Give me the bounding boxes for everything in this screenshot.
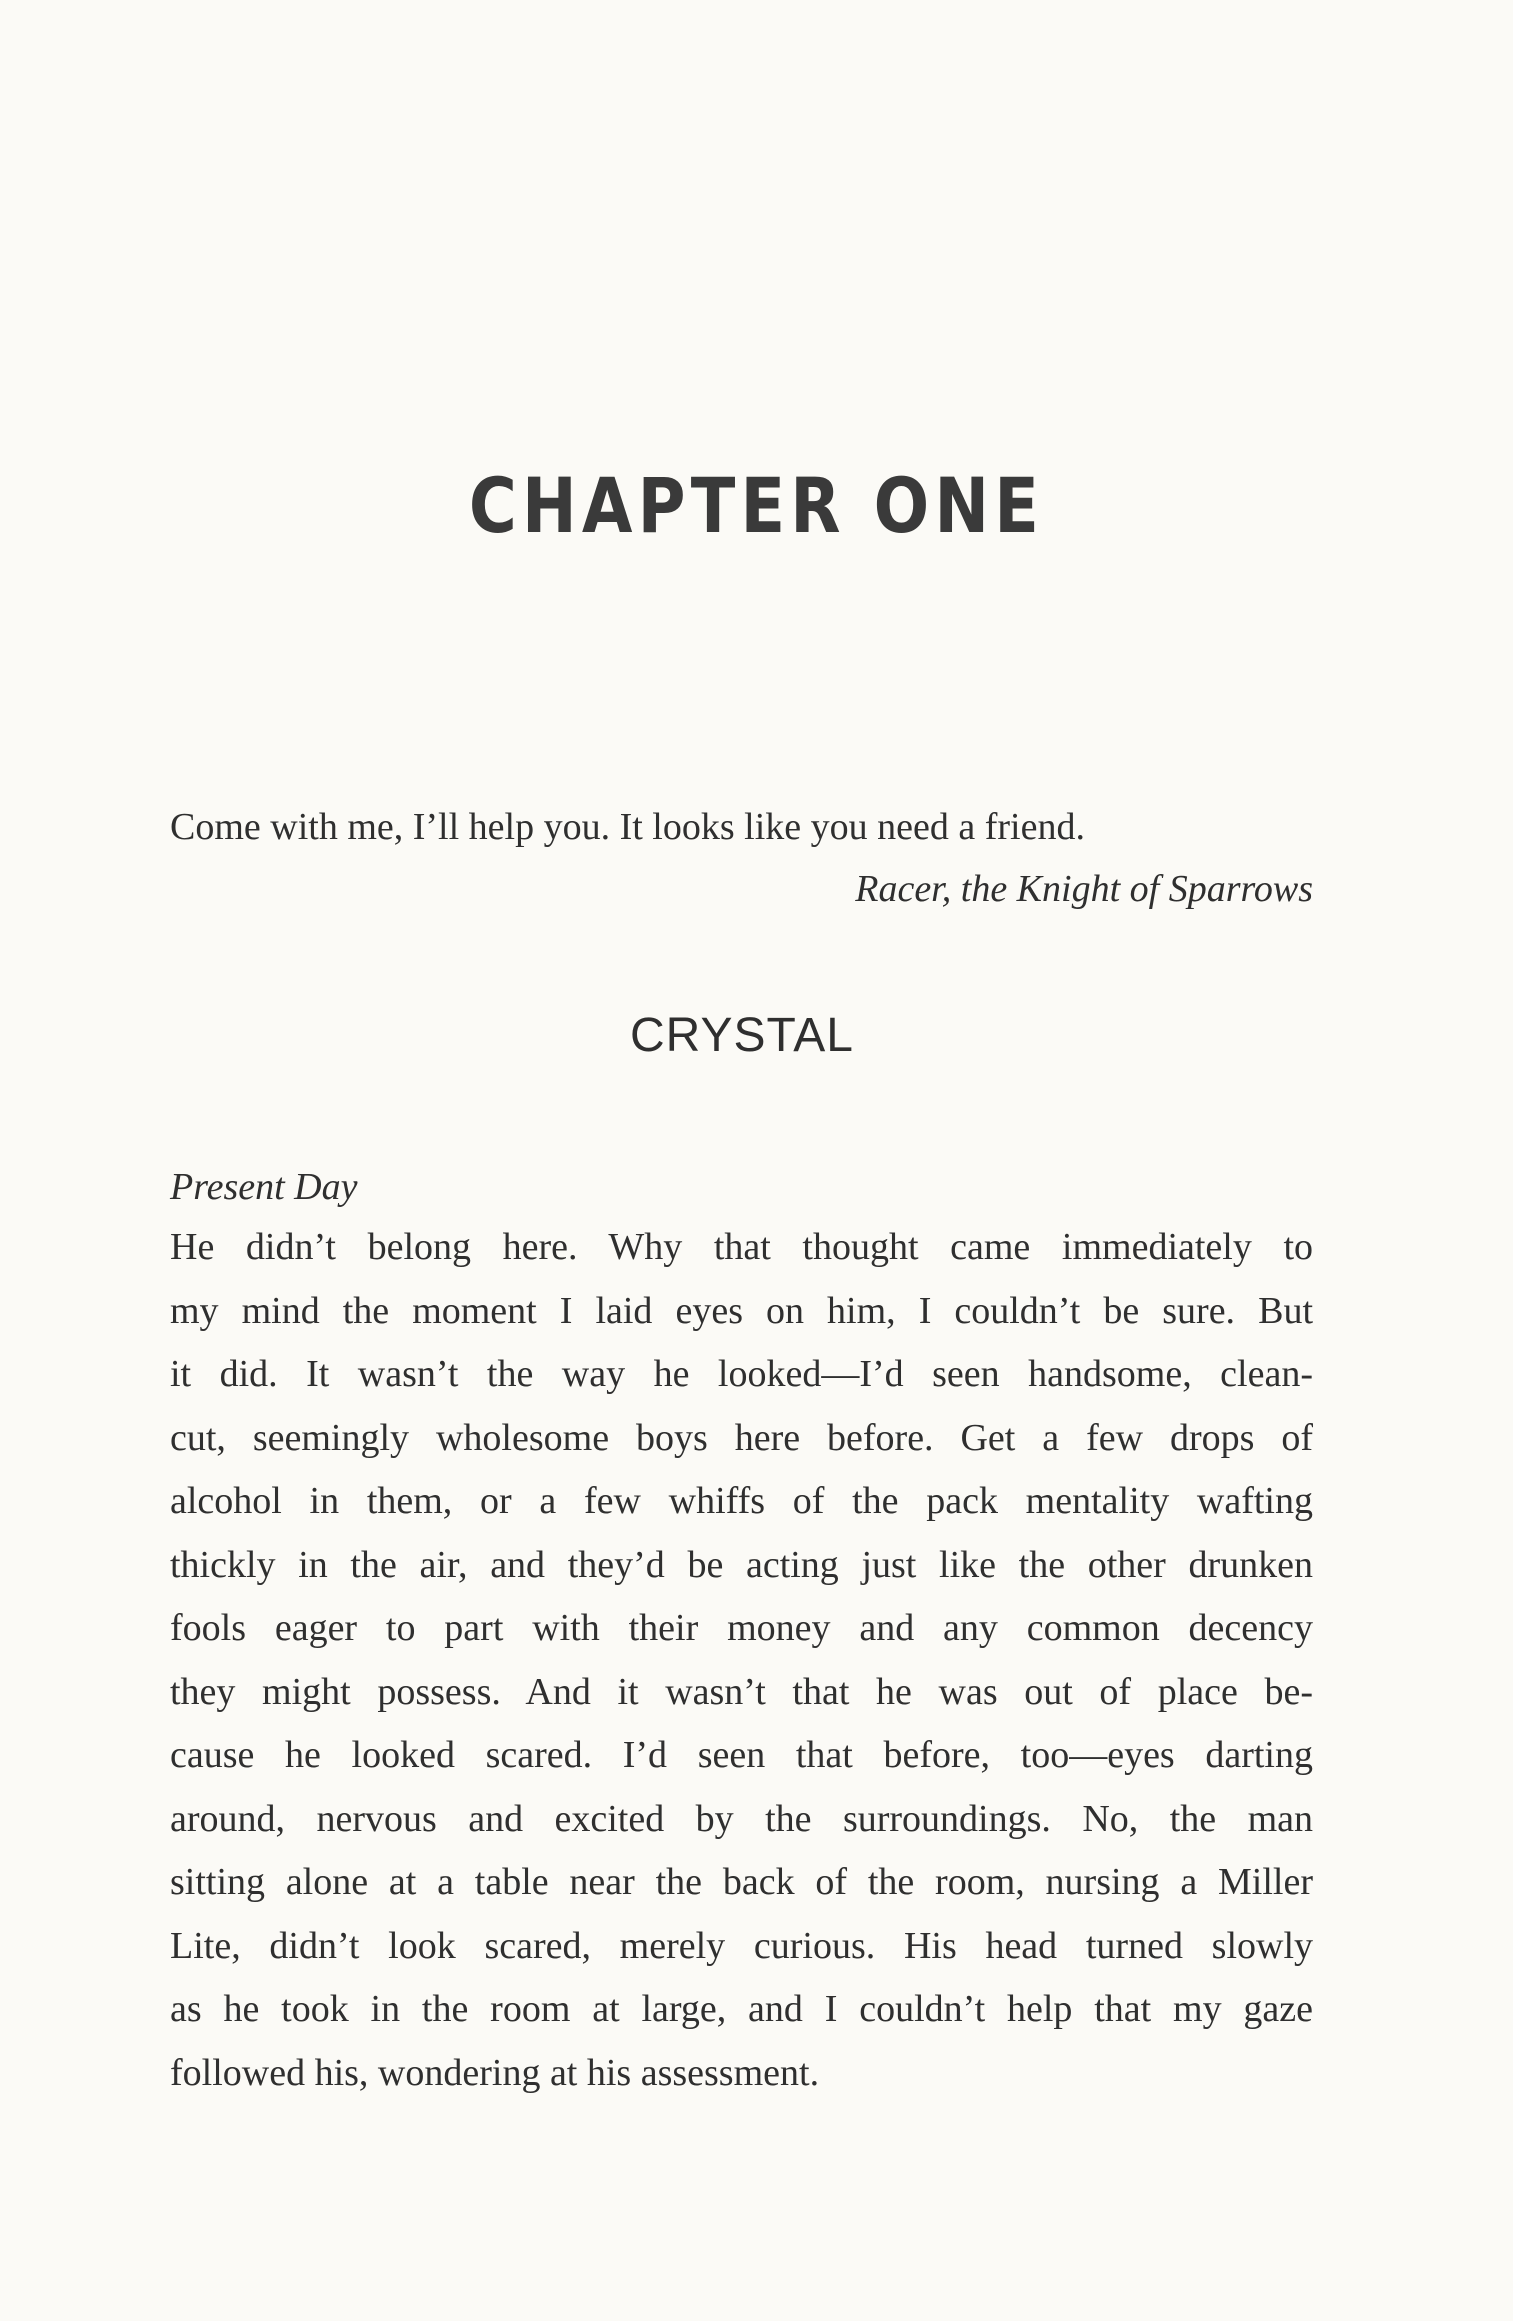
body-line: cause he looked scared. I’d seen that before, too—eyes darting: [170, 1734, 1313, 1776]
body-line: He didn’t belong here. Why that thought came immediately to: [170, 1226, 1313, 1268]
body-line: as he took in the room at large, and I couldn’t help that my gaze: [170, 1988, 1313, 2030]
body-line: followed his, wondering at his assessment.: [170, 2051, 820, 2094]
body-line: my mind the moment I laid eyes on him, I couldn’t be sure. But: [170, 1289, 1313, 1332]
body-line: sitting alone at a table near the back of the room, nursing a Miller: [170, 1861, 1313, 1903]
epigraph-quote: Come with me, I’ll help you. It looks like you need a friend.: [170, 806, 1085, 848]
body-line: they might possess. And it wasn’t that he was out of place be-: [170, 1670, 1313, 1713]
body-line: fools eager to part with their money and any common decency: [170, 1607, 1313, 1649]
body-line: around, nervous and excited by the surroundings. No, the man: [170, 1797, 1313, 1840]
body-line: cut, seemingly wholesome boys here before. Get a few drops of: [170, 1416, 1313, 1459]
time-label: Present Day: [170, 1166, 358, 1208]
body-line: alcohol in them, or a few whiffs of the pack mentality wafting: [170, 1480, 1313, 1522]
section-title: CRYSTAL: [630, 1009, 854, 1062]
body-line: thickly in the air, and they’d be acting just like the other drunken: [170, 1543, 1313, 1586]
chapter-title: CHAPTER ONE: [468, 461, 1045, 550]
body-line: Lite, didn’t look scared, merely curious. His head turned slowly: [170, 1924, 1313, 1967]
epigraph-source: Racer, the Knight of Sparrows: [855, 868, 1313, 910]
body-line: it did. It wasn’t the way he looked—I’d seen handsome, clean-: [170, 1353, 1313, 1395]
body-paragraph: [170, 1216, 1313, 2105]
